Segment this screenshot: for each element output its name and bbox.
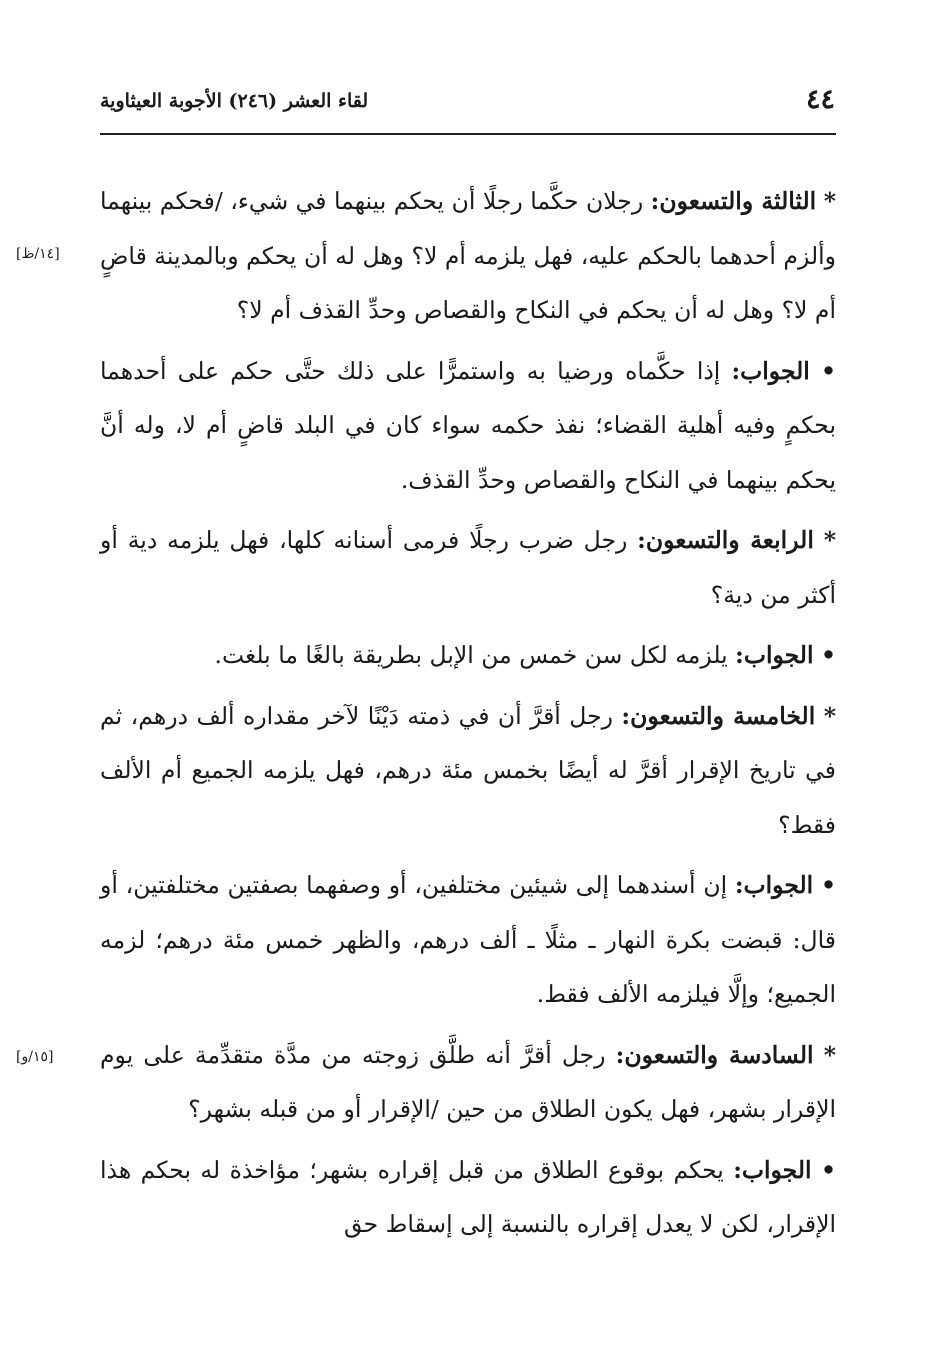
answer-heading: الجواب:: [731, 356, 810, 385]
question-96: [16, 1028, 836, 1137]
asterisk-marker: *: [823, 187, 836, 215]
running-title: لقاء العشر (٢٤٦) الأجوبة العيثاوية: [100, 90, 369, 112]
question-text: رجل أقرَّ أن في ذمته دَيْنًا لآخر مقداره ألف درهم، ثم في تاريخ الإقرار أقرَّ له أيضًا بخمس مئة درهم، فهل يلزمه الجميع أم الألف فقط؟: [100, 701, 836, 839]
bullet-marker: •: [820, 641, 836, 669]
asterisk-marker: *: [823, 701, 836, 730]
question-text: رجل ضرب رجلًا فرمى أسنانه كلها، فهل يلزمه دية أو أكثر من دية؟: [100, 526, 836, 609]
question-heading: الخامسة والتسعون:: [621, 701, 816, 730]
question-95: [100, 689, 836, 853]
manuscript-folio-note: [١٥/و]: [16, 1048, 54, 1065]
manuscript-folio-note: [١٤/ظ]: [16, 246, 60, 262]
question-heading: الثالثة والتسعون:: [650, 187, 817, 215]
page-number: ٤٤: [805, 84, 835, 115]
bullet-marker: •: [820, 356, 836, 385]
question-94: [100, 513, 836, 622]
main-text: [16, 168, 836, 1252]
bullet-marker: •: [820, 871, 836, 899]
answer-94: [100, 628, 836, 683]
asterisk-marker: *: [823, 526, 836, 554]
question-93: [16, 174, 836, 338]
question-text: رجل أقرَّ أنه طلَّق زوجته من مدَّة متقدِّمة على يوم الإقرار بشهر، فهل يكون الطلاق من حين /الإقرار أو من قبله بشهر؟: [100, 1040, 836, 1123]
answer-text: يحكم بوقوع الطلاق من قبل إقراره بشهر؛ مؤاخذة له بحكم هذا الإقرار، لكن لا يعدل إقراره بالنسبة إلى إسقاط حق: [100, 1155, 836, 1238]
question-heading: الرابعة والتسعون:: [637, 526, 814, 554]
answer-heading: الجواب:: [733, 1155, 812, 1184]
answer-heading: الجواب:: [734, 871, 814, 899]
answer-text: يلزمه لكل سن خمس من الإبل بطريقة بالغًا ما بلغت.: [214, 641, 728, 669]
answer-heading: الجواب:: [735, 641, 814, 669]
question-text: رجلان حكَّما رجلًا أن يحكم بينهما في شيء، /فحكم بينهما وألزم أحدهما بالحكم عليه، فهل يلزمه أم لا؟ وهل له أن يحكم وبالمدينة قاضٍ أم لا؟ وهل له أن يحكم في النكاح والقصاص وحدِّ القذف أم لا؟: [100, 187, 836, 324]
bullet-marker: •: [820, 1155, 836, 1184]
page-header: [100, 84, 835, 124]
answer-93: [100, 344, 836, 508]
answer-text: إن أسندهما إلى شيئين مختلفين، أو وصفهما بصفتين مختلفتين، أو قال: قبضت بكرة النهار ـ مثلًا ـ ألف درهم، والظهر خمس مئة درهم؛ لزمه الجميع؛ وإلَّا فيلزمه الألف فقط.: [100, 871, 836, 1008]
asterisk-marker: *: [823, 1040, 836, 1069]
answer-95: [100, 858, 836, 1022]
answer-text: إذا حكَّماه ورضيا به واستمرًّا على ذلك حتَّى حكم على أحدهما بحكمٍ وفيه أهلية القضاء؛ نفذ حكمه سواء كان في البلد قاضٍ أم لا، وله أنَّ يحكم بينهما في النكاح والقصاص وحدِّ القذف.: [100, 356, 836, 494]
question-heading: السادسة والتسعون:: [615, 1040, 814, 1069]
answer-96: [100, 1143, 836, 1252]
header-divider: [100, 133, 836, 135]
